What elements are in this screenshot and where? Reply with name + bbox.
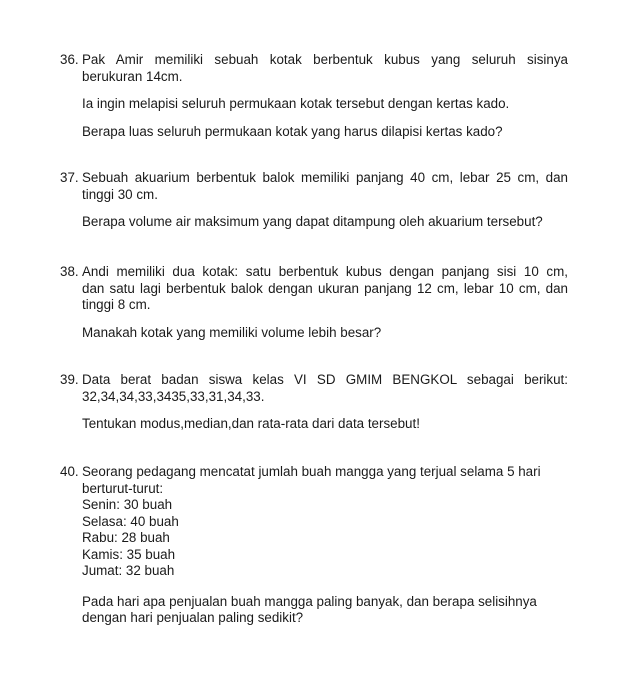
question-40	[60, 464, 568, 627]
question-text-line: Andi memiliki dua kotak: satu berbentuk kubus dengan panjang sisi 10 cm,	[82, 264, 568, 279]
question-38	[60, 264, 568, 341]
question-paragraph: Ia ingin melapisi seluruh permukaan kotak tersebut dengan kertas kado.	[82, 96, 510, 111]
question-number: 36.	[60, 52, 79, 67]
question-37	[60, 170, 568, 231]
question-paragraph: Pada hari apa penjualan buah mangga paling banyak, dan berapa selisihnya	[82, 593, 537, 609]
question-39	[60, 372, 568, 433]
day-sales-selasa: Selasa: 40 buah	[82, 513, 179, 529]
day-sales-jumat: Jumat: 32 buah	[82, 563, 175, 578]
question-text-line: berukuran 14cm.	[82, 68, 183, 84]
question-paragraph: Manakah kotak yang memiliki volume lebih besar?	[82, 324, 382, 340]
question-text-line: dan satu lagi berbentuk balok dengan ukuran panjang 12 cm, lebar 10 cm, dan	[82, 280, 568, 296]
question-36	[60, 52, 568, 140]
question-text-line: Pak Amir memiliki sebuah kotak berbentuk kubus yang seluruh sisinya	[82, 52, 568, 67]
question-paragraph: Berapa luas seluruh permukaan kotak yang harus dilapisi kertas kado?	[82, 123, 503, 139]
day-sales-senin: Senin: 30 buah	[82, 497, 173, 512]
question-text-line: Data berat badan siswa kelas VI SD GMIM BENGKOL sebagai berikut:	[82, 372, 568, 387]
question-paragraph: Tentukan modus,median,dan rata-rata dari data tersebut!	[82, 416, 420, 431]
question-number: 37.	[60, 170, 79, 185]
question-text-line: tinggi 8 cm.	[82, 297, 151, 312]
question-paragraph: dengan hari penjualan paling sedikit?	[82, 610, 304, 625]
question-text-line: Sebuah akuarium berbentuk balok memiliki panjang 40 cm, lebar 25 cm, dan	[82, 170, 568, 185]
question-text-line: Seorang pedagang mencatat jumlah buah mangga yang terjual selama 5 hari	[82, 464, 541, 479]
question-text-line: tinggi 30 cm.	[82, 186, 158, 202]
day-sales-rabu: Rabu: 28 buah	[82, 530, 170, 545]
question-text-line: 32,34,34,33,3435,33,31,34,33.	[82, 388, 265, 404]
question-number: 38.	[60, 264, 79, 279]
question-text-line: berturut-turut:	[82, 480, 164, 496]
question-number: 39.	[60, 372, 79, 387]
day-sales-kamis: Kamis: 35 buah	[82, 546, 176, 562]
question-number: 40.	[60, 464, 79, 479]
question-paragraph: Berapa volume air maksimum yang dapat ditampung oleh akuarium tersebut?	[82, 214, 543, 229]
